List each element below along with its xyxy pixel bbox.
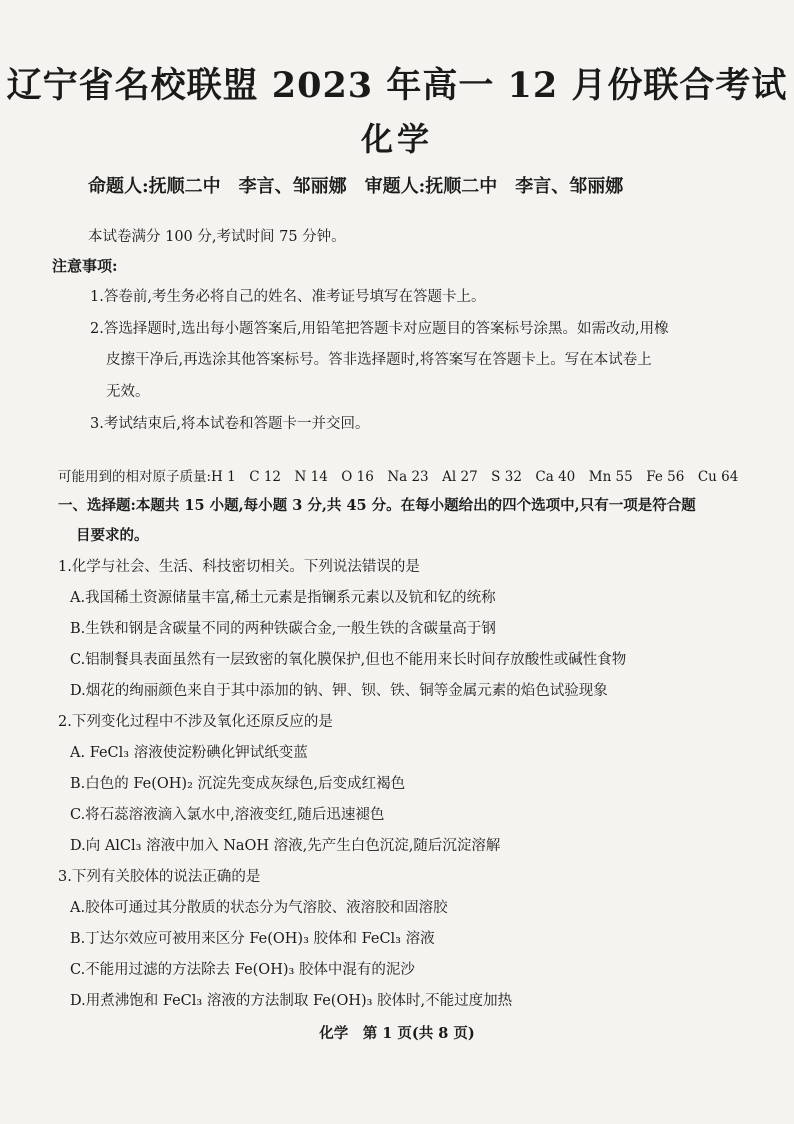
question-option: B.生铁和钢是含碳量不同的两种铁碳合金,一般生铁的含碳量高于钢: [70, 621, 496, 637]
question-option: B.丁达尔效应可被用来区分 Fe(OH)₃ 胶体和 FeCl₃ 溶液: [70, 931, 435, 947]
section-heading-cont: 目要求的。: [76, 527, 149, 544]
exam-title: 辽宁省名校联盟 2023 年高一 12 月份联合考试: [6, 65, 788, 106]
notice-item: 皮擦干净后,再选涂其他答案标号。答非选择题时,将答案写在答题卡上。写在本试卷上: [106, 352, 652, 368]
question-option: C.不能用过滤的方法除去 Fe(OH)₃ 胶体中混有的泥沙: [70, 962, 415, 978]
atomic-masses: 可能用到的相对原子质量:H 1 C 12 N 14 O 16 Na 23 Al 27 S 32 Ca 40 Mn 55 Fe 56 Cu 64: [58, 469, 739, 485]
question-option: A.胶体可通过其分散质的状态分为气溶胶、液溶胶和固溶胶: [70, 900, 448, 916]
notice-item: 2.答选择题时,选出每小题答案后,用铅笔把答题卡对应题目的答案标号涂黑。如需改动,用橡: [90, 321, 669, 337]
question-stem: 1.化学与社会、生活、科技密切相关。下列说法错误的是: [58, 559, 420, 575]
question-option: C.将石蕊溶液滴入氯水中,溶液变红,随后迅速褪色: [70, 807, 385, 823]
question-stem: 3.下列有关胶体的说法正确的是: [58, 869, 261, 885]
authors-line: 命题人:抚顺二中 李言、邹丽娜 审题人:抚顺二中 李言、邹丽娜: [88, 176, 624, 197]
section-heading: 一、选择题:本题共 15 小题,每小题 3 分,共 45 分。在每小题给出的四个选项中,只有一项是符合题: [58, 497, 696, 514]
question-option: D.向 AlCl₃ 溶液中加入 NaOH 溶液,先产生白色沉淀,随后沉淀溶解: [70, 838, 501, 854]
question-option: D.烟花的绚丽颜色来自于其中添加的钠、钾、钡、铁、铜等金属元素的焰色试验现象: [70, 683, 608, 699]
notice-item: 无效。: [106, 384, 150, 400]
question-option: A. FeCl₃ 溶液使淀粉碘化钾试纸变蓝: [70, 745, 308, 761]
question-option: B.白色的 Fe(OH)₂ 沉淀先变成灰绿色,后变成红褐色: [70, 776, 406, 792]
exam-intro: 本试卷满分 100 分,考试时间 75 分钟。: [88, 229, 346, 245]
question-option: C.铝制餐具表面虽然有一层致密的氧化膜保护,但也不能用来长时间存放酸性或碱性食物: [70, 652, 627, 668]
question-stem: 2.下列变化过程中不涉及氧化还原反应的是: [58, 714, 333, 730]
question-option: D.用煮沸饱和 FeCl₃ 溶液的方法制取 Fe(OH)₃ 胶体时,不能过度加热: [70, 993, 513, 1009]
question-option: A.我国稀土资源储量丰富,稀土元素是指镧系元素以及钪和钇的统称: [70, 590, 496, 606]
page-footer: 化学 第 1 页(共 8 页): [319, 1025, 475, 1042]
notice-item: 1.答卷前,考生务必将自己的姓名、准考证号填写在答题卡上。: [90, 289, 486, 305]
notice-heading: 注意事项:: [52, 257, 118, 275]
notice-item: 3.考试结束后,将本试卷和答题卡一并交回。: [90, 416, 370, 432]
subject-title: 化学: [360, 120, 433, 158]
